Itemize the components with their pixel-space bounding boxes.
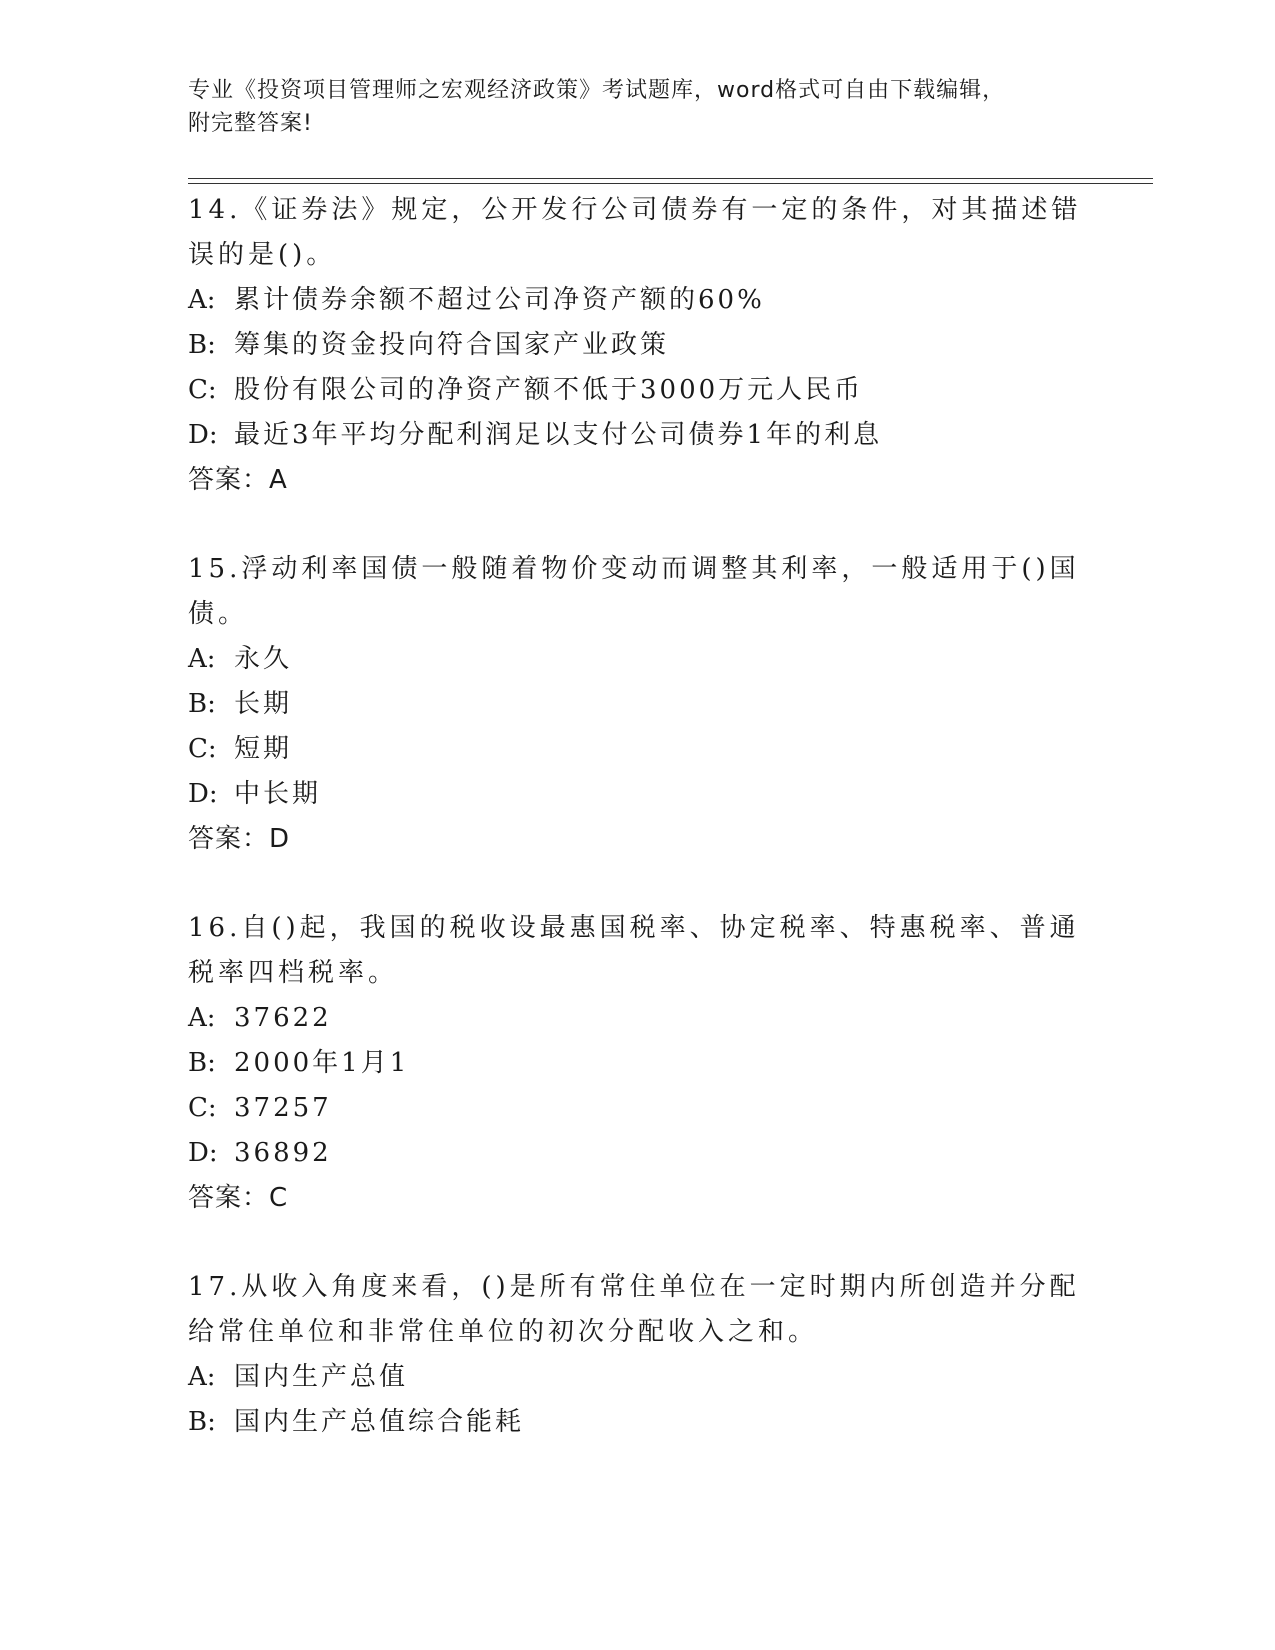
option-text: 永久: [234, 644, 293, 674]
question-15: [188, 547, 1088, 862]
option-letter: B:: [188, 689, 216, 719]
question-16: [188, 906, 1088, 1221]
option-text: 37257: [234, 1093, 332, 1123]
option-letter: A:: [188, 1003, 216, 1033]
option-a: [188, 996, 1088, 1041]
option-text: 筹集的资金投向符合国家产业政策: [234, 330, 670, 360]
option-letter: D:: [188, 420, 218, 450]
option-letter: D:: [188, 779, 218, 809]
header-line-2: 附完整答案!: [188, 111, 313, 136]
option-letter: D:: [188, 1138, 218, 1168]
option-letter: C:: [188, 375, 217, 405]
option-text: 国内生产总值: [234, 1362, 409, 1392]
option-b: [188, 323, 1088, 368]
document-header: [188, 74, 1068, 140]
option-text: 2000年1月1: [234, 1048, 410, 1078]
answer-line: 答案：A: [188, 465, 288, 495]
option-d: [188, 772, 1088, 817]
option-letter: B:: [188, 1048, 216, 1078]
answer-line: 答案：C: [188, 1183, 289, 1213]
option-text: 股份有限公司的净资产额不低于3000万元人民币: [234, 375, 864, 405]
header-divider-bottom: [188, 183, 1153, 184]
header-line-1: 专业《投资项目管理师之宏观经济政策》考试题库，word格式可自由下载编辑，: [188, 78, 1006, 103]
option-text: 国内生产总值综合能耗: [234, 1407, 525, 1437]
option-text: 36892: [234, 1138, 332, 1168]
option-a: [188, 637, 1088, 682]
option-b: [188, 682, 1088, 727]
option-letter: B:: [188, 1407, 216, 1437]
question-17: [188, 1265, 1088, 1445]
option-text: 最近3年平均分配利润足以支付公司债券1年的利息: [234, 420, 883, 450]
option-c: [188, 368, 1088, 413]
option-letter: B:: [188, 330, 216, 360]
question-stem: 16.自()起，我国的税收设最惠国税率、协定税率、特惠税率、普通税率四档税率。: [188, 913, 1080, 988]
option-text: 长期: [234, 689, 293, 719]
option-b: [188, 1041, 1088, 1086]
option-letter: A:: [188, 285, 216, 315]
option-c: [188, 1086, 1088, 1131]
option-text: 短期: [234, 734, 293, 764]
option-letter: C:: [188, 734, 217, 764]
question-list: [188, 188, 1088, 1489]
option-letter: C:: [188, 1093, 217, 1123]
option-text: 37622: [234, 1003, 332, 1033]
option-text: 累计债券余额不超过公司净资产额的60%: [234, 285, 765, 315]
answer-line: 答案：D: [188, 824, 291, 854]
question-stem: 15.浮动利率国债一般随着物价变动而调整其利率，一般适用于()国债。: [188, 554, 1080, 629]
header-divider-top: [188, 178, 1153, 179]
option-letter: A:: [188, 1362, 216, 1392]
question-stem: 14.《证券法》规定，公开发行公司债券有一定的条件，对其描述错误的是()。: [188, 195, 1082, 270]
option-d: [188, 413, 1088, 458]
option-text: 中长期: [234, 779, 322, 809]
option-a: [188, 278, 1088, 323]
question-14: [188, 188, 1088, 503]
question-stem: 17.从收入角度来看，()是所有常住单位在一定时期内所创造并分配给常住单位和非常住单位的初次分配收入之和。: [188, 1272, 1080, 1347]
option-d: [188, 1131, 1088, 1176]
option-c: [188, 727, 1088, 772]
option-a: [188, 1355, 1088, 1400]
option-letter: A:: [188, 644, 216, 674]
option-b: [188, 1400, 1088, 1445]
